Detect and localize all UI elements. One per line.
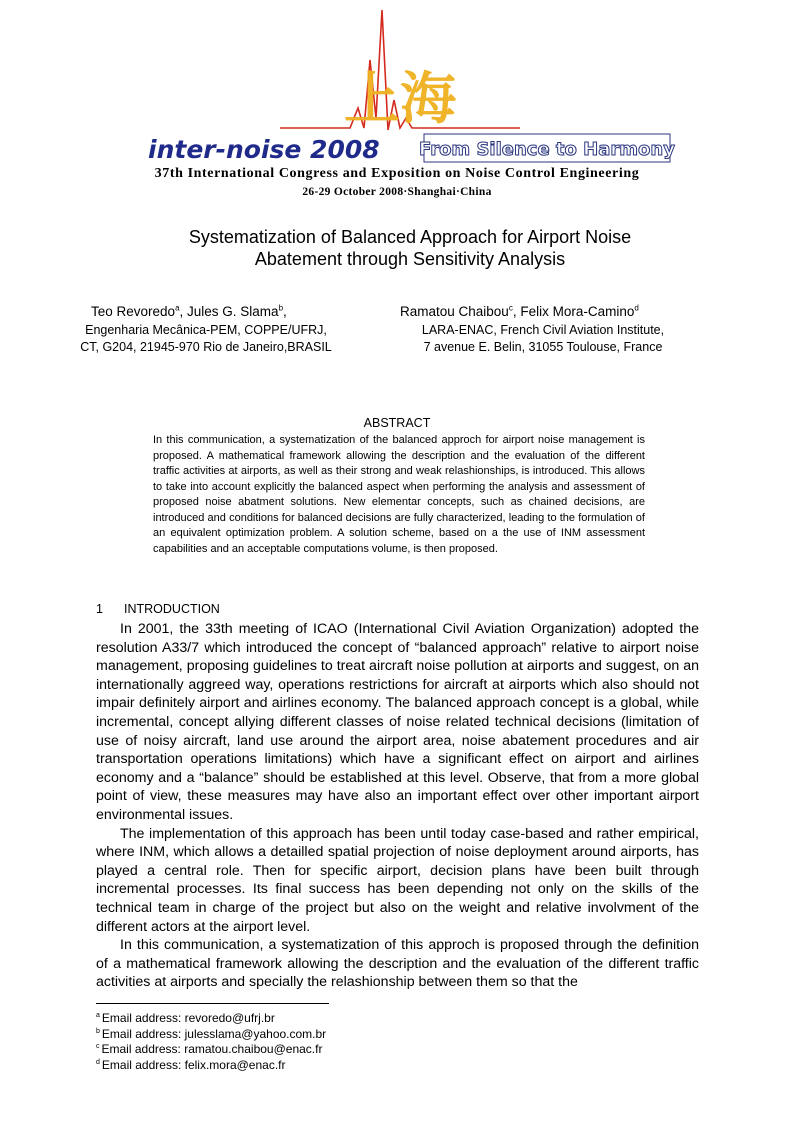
footnote-mark: b bbox=[96, 1027, 100, 1035]
footnote bbox=[96, 1042, 326, 1058]
paragraph: In 2001, the 33th meeting of ICAO (International Civil Aviation Organization) adopted the resolution A33/7 which introduced the concept of “balanced approach” relative to airport noise management, proposing guidelines to treat aircraft noise pollution at airports and suggest, on an internationally aggreed way, operations restrictions for aircraft at airports which also should not impair definitely airport and airlines economy. The balanced approach concept is a global, while incremental, concept allying different classes of noise related technical decisions (limitation of use of noisy aircraft, land use around the airport area, noise abatement procedures and air transportation operations limitations) which have a significant effect on airport and airlines economy and a “balance” should be established at this level. Observe, that from a more global point of view, these measures may have also an important effect over other important airport environmental issues. bbox=[96, 621, 699, 823]
footnote-mark: c bbox=[96, 1043, 100, 1050]
conference-line: 37th International Congress and Exposition on Noise Control Engineering bbox=[154, 166, 640, 181]
footnote-text: Email address: revoredo@ufrj.br bbox=[101, 1011, 275, 1025]
footnote bbox=[96, 1027, 326, 1043]
affiliation-line: 7 avenue E. Belin, 31055 Toulouse, France bbox=[423, 340, 663, 354]
section-heading bbox=[96, 602, 220, 616]
footnote-rule bbox=[96, 1003, 329, 1004]
footnote bbox=[96, 1058, 326, 1074]
footnote-text: Email address: julesslama@yahoo.com.br bbox=[101, 1026, 327, 1041]
author-mark: a bbox=[175, 303, 180, 313]
authors-right: Ramatou Chaibou$^c$, Felix Mora-Camino$^d$ bbox=[400, 303, 639, 319]
logo-chinese-text: 上海 bbox=[344, 67, 456, 132]
paper-title bbox=[100, 226, 720, 270]
authors-left: Teo Revoredo$^a$, Jules G. Slama$^b$, bbox=[91, 303, 287, 319]
author-name: Jules G. Slama bbox=[187, 304, 279, 319]
author-name: Felix Mora-Camino bbox=[520, 304, 635, 319]
footnote-text: Email address: felix.mora@enac.fr bbox=[101, 1057, 286, 1072]
footnote-mark: d bbox=[96, 1058, 100, 1066]
abstract-heading: ABSTRACT bbox=[363, 416, 431, 430]
affiliation-line: CT, G204, 21945-970 Rio de Janeiro,BRASIL bbox=[80, 340, 332, 354]
section-body bbox=[96, 620, 699, 992]
author-name: Teo Revoredo bbox=[91, 304, 176, 319]
affiliation-right bbox=[393, 322, 693, 356]
author-mark: c bbox=[508, 303, 513, 313]
author-mark: b bbox=[278, 303, 284, 313]
logo-name-text: inter-noise 2008 bbox=[148, 135, 380, 164]
date-location: 26-29 October 2008·Shanghai·China bbox=[302, 186, 492, 198]
footnotes bbox=[96, 1011, 326, 1073]
logo-slogan-text: From Silence to Harmony bbox=[419, 139, 675, 160]
title-line-1: Systematization of Balanced Approach for Airport Noise bbox=[188, 227, 632, 247]
abstract-text: In this communication, a systematization of the balanced approch for airport noise management is proposed. A mathematical framework allowing the description and the evaluation of the different traffic activities at airports, as well as their strong and weak relashionships, is introduced. This allows to take into account explicitly the balanced aspect when performing the analysis and assessment of proposed noise abatment solutions. New elementar concepts, such as chained decisions, are introduced and conditions for balanced decisions are fully characterized, leading to the formulation of an equivalent optimization problem. A solution scheme, based on a the use of INM assessment capabilities and an acceptable computations volume, is then proposed. bbox=[153, 434, 645, 555]
section-title: INTRODUCTION bbox=[124, 602, 220, 616]
author-mark: d bbox=[634, 303, 639, 313]
title-line-2: Abatement through Sensitivity Analysis bbox=[254, 249, 566, 269]
affiliation-line: Engenharia Mecânica-PEM, COPPE/UFRJ, bbox=[85, 323, 327, 337]
author-name: Ramatou Chaibou bbox=[400, 304, 509, 319]
affiliation-line: LARA-ENAC, French Civil Aviation Institute, bbox=[421, 323, 665, 337]
affiliation-left bbox=[56, 322, 356, 356]
footnote bbox=[96, 1011, 326, 1027]
paragraph: In this communication, a systematization of this approch is proposed through the definition of a mathematical framework allowing the description and the evaluation of the different traffic activities at airports and specially the relashionship between them so that the bbox=[96, 937, 699, 991]
conference-logo bbox=[0, 0, 794, 165]
paragraph: The implementation of this approach has been until today case-based and rather empirical, where INM, which allows a detailled spatial projection of noise deployment around airports, has played a central role. Then for specific airport, decision plans have been built through incremental processes. Its final success has been depending not only on the skills of the technical team in charge of the project but also on the weight and relative involvment of the different actors at the airport level. bbox=[96, 825, 699, 935]
footnote-mark: a bbox=[96, 1012, 100, 1019]
footnote-text: Email address: ramatou.chaibou@enac.fr bbox=[101, 1042, 323, 1056]
section-number: 1 bbox=[96, 602, 103, 616]
